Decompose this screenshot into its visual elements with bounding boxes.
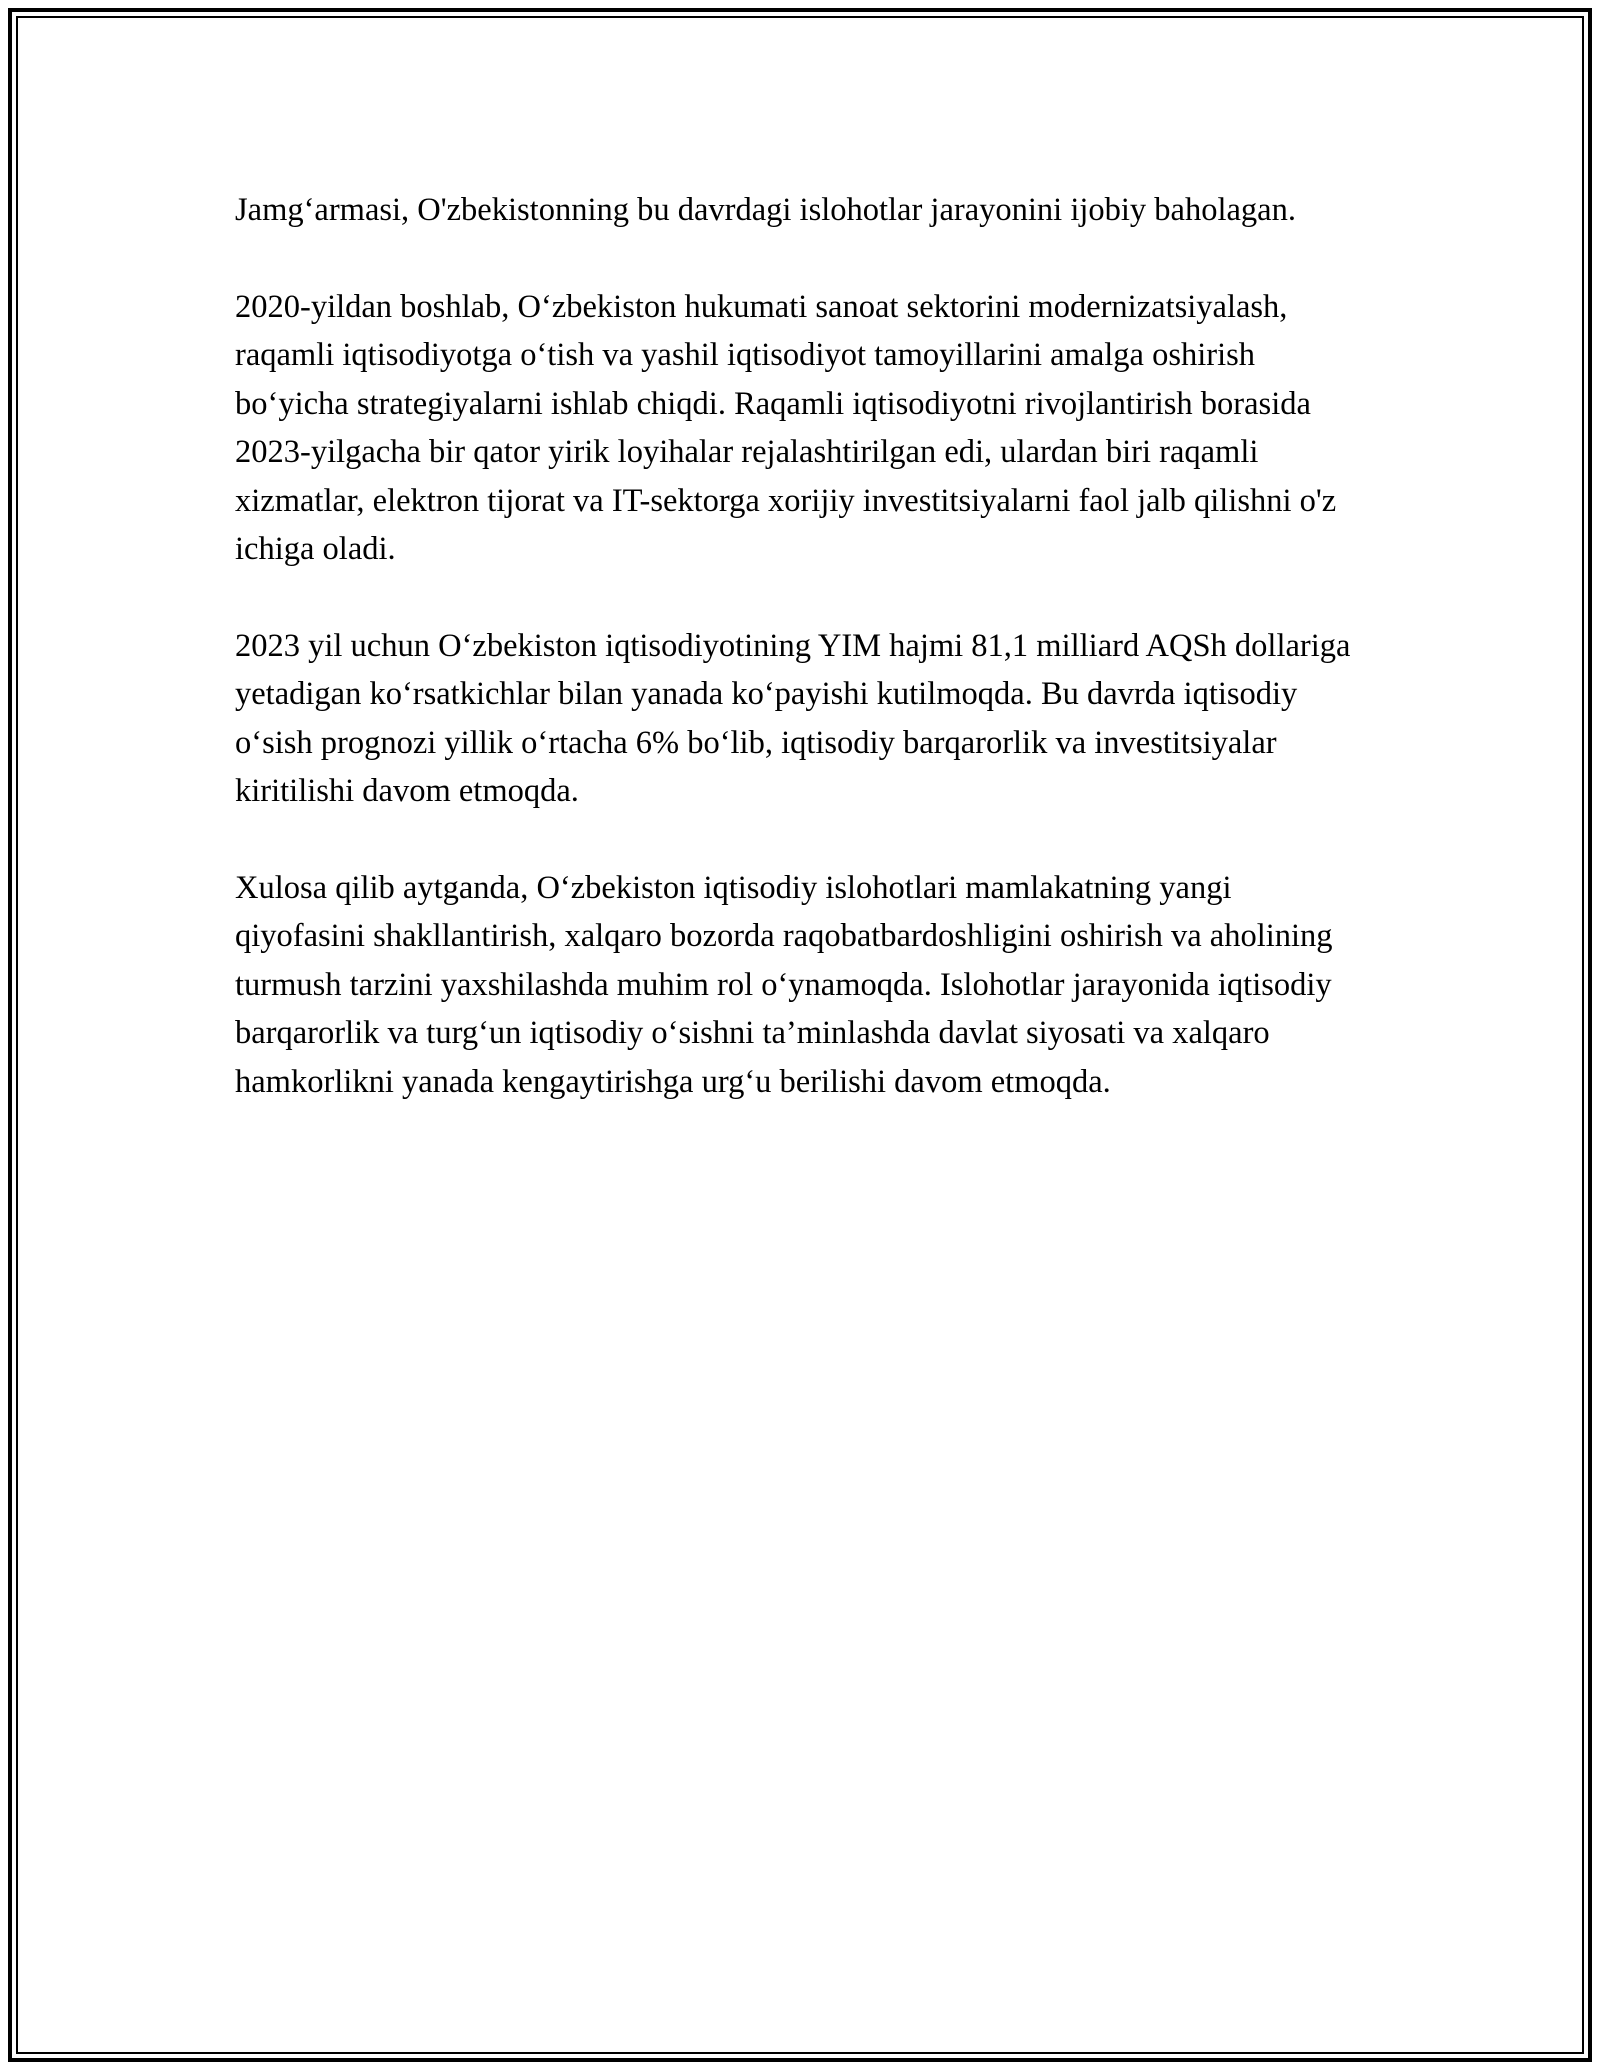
paragraph-conclusion: Xulosa qilib aytganda, O‘zbekiston iqtisodiy islohotlari mamlakatning yangi qiyofasini shakllantirish, xalqaro bozorda raqobatbardoshligini oshirish va aholining turmush tarzini yaxshilashda muhim rol o‘ynamoqda. Islohotlar jarayonida iqtisodiy barqarorlik va turg‘un iqtisodiy o‘sishni ta’minlashda davlat siyosati va xalqaro hamkorlikni yanada kengaytirishga urg‘u berilishi davom etmoqda. bbox=[235, 869, 1333, 1100]
paragraph-intro-continuation: Jamg‘armasi, O'zbekistonning bu davrdagi islohotlar jarayonini ijobiy baholagan. bbox=[235, 192, 1296, 228]
paragraph-strategy-2020: 2020-yildan boshlab, O‘zbekiston hukumati sanoat sektorini modernizatsiyalash, raqamli iqtisodiyotga o‘tish va yashil iqtisodiyot tamoyillarini amalga oshirish bo‘yicha strategiyalarni ishlab chiqdi. Raqamli iqtisodiyotni rivojlantirish borasida 2023-yilgacha bir qator yirik loyihalar rejalashtirilgan edi, ulardan biri raqamli xizmatlar, elektron tijorat va IT-sektorga xorijiy investitsiyalarni faol jalb qilishni o'z ichiga oladi. bbox=[235, 288, 1337, 567]
paragraph-gdp-2023: 2023 yil uchun O‘zbekiston iqtisodiyotining YIM hajmi 81,1 milliard AQSh dollariga yetadigan ko‘rsatkichlar bilan yanada ko‘payishi kutilmoqda. Bu davrda iqtisodiy o‘sish prognozi yillik o‘rtacha 6% bo‘lib, iqtisodiy barqarorlik va investitsiyalar kiritilishi davom etmoqda. bbox=[235, 627, 1351, 809]
document-body bbox=[235, 186, 1360, 1154]
